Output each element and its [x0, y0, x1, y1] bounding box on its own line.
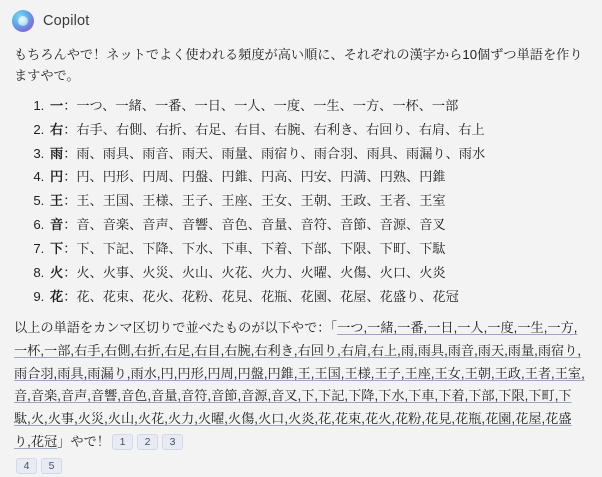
list-item: 9. 花：花、花束、花火、花粉、花見、花瓶、花園、花屋、花盛り、花冠 — [48, 286, 588, 307]
app-header — [0, 0, 602, 38]
citation-3[interactable]: 3 — [162, 434, 183, 450]
kanji-label: 王 — [50, 193, 64, 209]
kanji-words: 王、王国、王様、王子、王座、王女、王朝、王政、王者、王室 — [76, 193, 446, 209]
kanji-words: 音、音楽、音声、音響、音色、音量、音符、音節、音源、音叉 — [76, 217, 446, 233]
app-title: Copilot — [43, 13, 90, 29]
kanji-words: 下、下記、下降、下水、下車、下着、下部、下限、下町、下駄 — [76, 241, 446, 256]
copilot-logo-icon — [12, 10, 34, 32]
summary-prefix: 以上の単語をカンマ区切りで並べたものが以下やで：「 — [14, 320, 338, 336]
list-item: 5. 王：王、王国、王様、王子、王座、王女、王朝、王政、王者、王室 — [48, 190, 588, 211]
kanji-words: 火、火事、火災、火山、火花、火力、火曜、火傷、火口、火炎 — [76, 264, 446, 280]
list-item: 2. 右：右手、右側、右折、右足、右目、右腕、右利き、右回り、右肩、右上 — [48, 119, 588, 140]
assistant-message — [0, 38, 602, 477]
citation-2[interactable]: 2 — [137, 434, 158, 450]
kanji-label: 円 — [50, 169, 64, 185]
kanji-words: 円、円形、円周、円盤、円錐、円高、円安、円満、円熟、円錐 — [76, 169, 446, 185]
citation-4[interactable]: 4 — [16, 458, 37, 474]
citation-5[interactable]: 5 — [41, 458, 62, 474]
kanji-label: 雨 — [50, 145, 64, 161]
kanji-word-list — [14, 95, 588, 307]
message-intro: もちろんやで！ネットでよく使われる頻度が高い順に、それぞれの漢字から10個ずつ単語を作りますやで。 — [14, 47, 583, 84]
kanji-words: 一つ、一緒、一番、一日、一人、一度、一生、一方、一杯、一部 — [76, 97, 459, 113]
list-item: 4. 円：円、円形、円周、円盤、円錐、円高、円安、円満、円熟、円錐 — [48, 166, 588, 187]
list-item: 8. 火：火、火事、火災、火山、火花、火力、火曜、火傷、火口、火炎 — [48, 262, 588, 283]
kanji-label: 花 — [50, 288, 64, 304]
kanji-label: 火 — [50, 264, 64, 280]
kanji-label: 右 — [50, 121, 64, 137]
list-item: 3. 雨：雨、雨具、雨音、雨天、雨量、雨宿り、雨合羽、雨具、雨漏り、雨水 — [48, 143, 588, 164]
citation-1[interactable]: 1 — [112, 434, 133, 450]
summary-suffix: 」やで！ — [57, 433, 110, 449]
citation-group — [110, 434, 185, 449]
summary-comma-list: 一つ,一緒,一番,一日,一人,一度,一生,一方,一杯,一部,右手,右側,右折,右足,右目,右腕,右利き,右回り,右肩,右上,雨,雨具,雨音,雨天,雨量,雨宿り,雨合羽,雨具,雨漏り,雨水,円,円形,円周,円盤,円錐,王,王国,王様,王子,王座,王女,王朝,王政,王者,王室,音,音楽,音声,音響,音色,音量,音符,音節,音源,音叉,下,下記,下降,下水,下車,下着,下部,下限,下町,下駄,火,火事,火災,火山,火花,火力,火曜,火傷,火口,火炎,花,花束,花火,花粉,花見,花瓶,花園,花屋,花盛り,花冠 — [14, 320, 585, 449]
kanji-words: 花、花束、花火、花粉、花見、花瓶、花園、花屋、花盛り、花冠 — [76, 288, 459, 304]
list-item: 1. 一：一つ、一緒、一番、一日、一人、一度、一生、一方、一杯、一部 — [48, 95, 588, 116]
kanji-words: 雨、雨具、雨音、雨天、雨量、雨宿り、雨合羽、雨具、雨漏り、雨水 — [76, 145, 486, 161]
kanji-label: 下 — [50, 241, 64, 256]
list-item: 7. 下：下、下記、下降、下水、下車、下着、下部、下限、下町、下駄 — [48, 238, 588, 259]
kanji-words: 右手、右側、右折、右足、右目、右腕、右利き、右回り、右肩、右上 — [76, 121, 485, 137]
list-item: 6. 音：音、音楽、音声、音響、音色、音量、音符、音節、音源、音叉 — [48, 214, 588, 235]
summary-paragraph — [14, 317, 588, 453]
citation-group-second-row — [14, 455, 588, 476]
kanji-label: 一 — [50, 97, 64, 113]
kanji-label: 音 — [50, 217, 64, 233]
